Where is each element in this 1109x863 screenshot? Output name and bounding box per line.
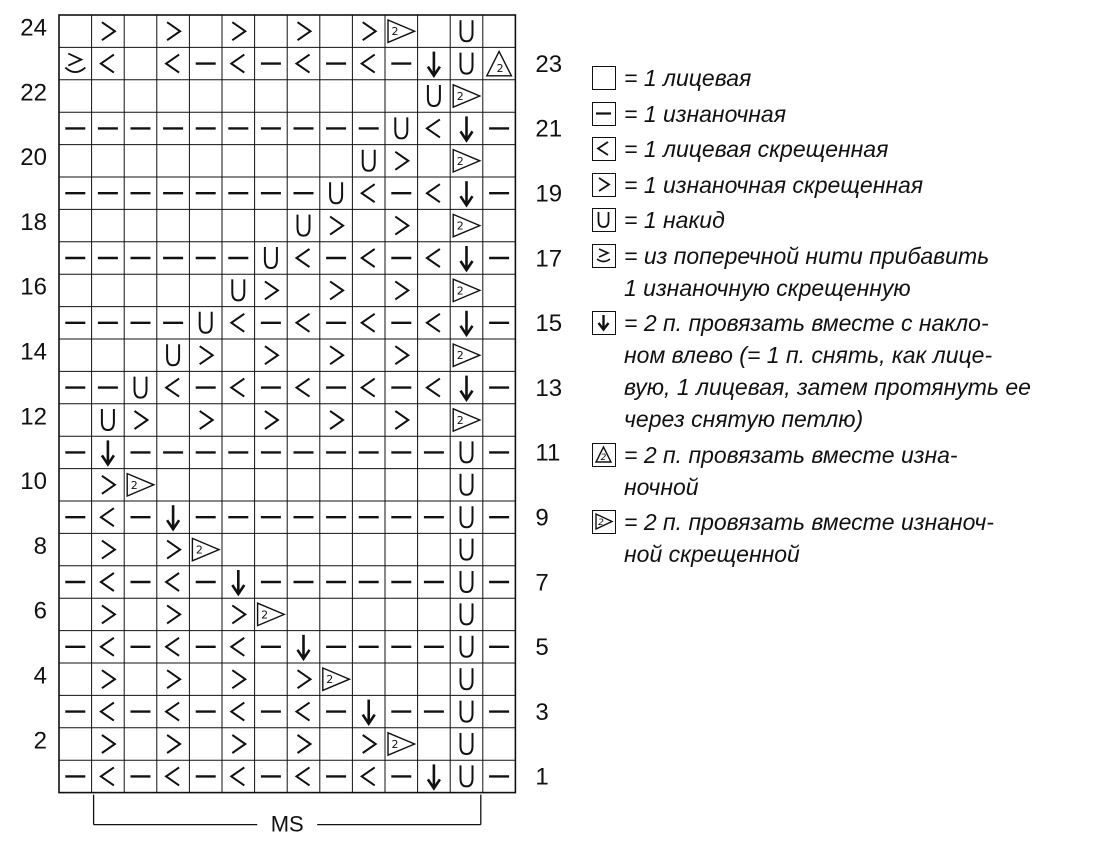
legend-text: = 2 п. провязать вместе изна- (624, 441, 958, 468)
legend-text: = из поперечной нити прибавить (624, 242, 990, 269)
row-number: 5 (535, 634, 549, 662)
row-number: 7 (535, 569, 549, 597)
legend-text: ном влево (= 1 п. снять, как лице- (624, 342, 993, 368)
legend-item-knit (592, 62, 1102, 94)
legend-text: ночной (624, 473, 699, 500)
p2tog-tbl-number: 2 (391, 738, 399, 751)
yarn-over-icon (592, 208, 616, 232)
legend-text: 1 изнаночную скрещенную (624, 274, 911, 301)
legend-text: = 1 лицевая скрещенная (624, 136, 889, 162)
p2tog-tbl-number: 2 (130, 478, 138, 492)
row-number: 11 (535, 439, 561, 467)
row-number: 17 (535, 245, 563, 273)
legend-item-knit-tbl (592, 133, 1102, 165)
row-number: 8 (33, 532, 47, 560)
p2tog-tbl-number: 2 (456, 284, 464, 298)
row-number: 16 (20, 273, 47, 301)
row-number: 23 (535, 50, 563, 78)
row-number: 6 (33, 597, 47, 625)
triangle-2-icon (592, 443, 616, 467)
row-number: 19 (535, 180, 563, 208)
p2tog-tbl-number: 2 (456, 90, 464, 103)
legend-item-purl-tbl (592, 169, 1102, 201)
p2tog-tbl-number: 2 (326, 673, 334, 687)
chart-grid (20, 15, 562, 837)
legend-item-k2tog-left (592, 307, 1102, 435)
row-number: 9 (535, 504, 549, 532)
row-number: 10 (20, 468, 47, 496)
greater-than-icon (592, 173, 616, 197)
p2tog-tbl-number: 2 (456, 219, 464, 233)
row-number: 12 (20, 403, 47, 431)
row-number: 20 (20, 144, 47, 172)
row-number: 1 (535, 763, 549, 791)
dash-icon (592, 102, 616, 126)
p2tog-tbl-number: 2 (456, 349, 464, 363)
row-number: 15 (535, 310, 563, 338)
p2tog-tbl-number: 2 (195, 543, 203, 557)
legend-text: через снятую петлю) (624, 406, 864, 432)
row-number: 3 (535, 698, 549, 726)
legend-item-increase (592, 240, 1102, 304)
ms-repeat-label: MS (270, 811, 304, 837)
legend-text: ной скрещенной (624, 541, 800, 567)
legend (592, 62, 1102, 574)
row-number: 22 (20, 79, 47, 107)
p2tog-number: 2 (496, 61, 504, 75)
row-number: 13 (535, 374, 563, 402)
legend-text: = 1 накид (624, 207, 725, 233)
p2tog-tbl-number: 2 (261, 608, 269, 622)
legend-text: = 1 лицевая (624, 65, 752, 91)
chevron-2-icon (592, 510, 616, 534)
legend-text: = 2 п. провязать вместе с накло- (624, 310, 989, 336)
legend-text: = 1 изнаночная скрещенная (624, 171, 924, 198)
p2tog-tbl-number: 2 (456, 414, 464, 427)
increase-purl-icon (592, 244, 616, 268)
legend-item-p2tog (592, 439, 1102, 503)
legend-text: = 2 п. провязать вместе изнаноч- (624, 509, 994, 535)
legend-item-p2tog-tbl (592, 506, 1102, 570)
legend-text: = 1 изнаночная (624, 100, 786, 127)
row-number: 18 (20, 208, 47, 236)
row-number: 24 (20, 14, 47, 42)
row-number: 2 (33, 727, 47, 755)
row-number: 4 (33, 662, 47, 690)
row-number: 14 (20, 338, 47, 366)
legend-item-purl (592, 98, 1102, 130)
svg-text:2: 2 (598, 518, 604, 528)
less-than-icon (592, 137, 616, 161)
down-arrow-icon (592, 311, 616, 335)
svg-text:2: 2 (600, 452, 607, 463)
legend-item-yarn-over (592, 204, 1102, 236)
p2tog-tbl-number: 2 (456, 154, 464, 168)
row-number: 21 (535, 115, 563, 143)
legend-text: вую, 1 лицевая, затем протянуть ее (624, 374, 1031, 400)
p2tog-tbl-number: 2 (391, 25, 399, 39)
empty-square-icon (592, 66, 616, 90)
